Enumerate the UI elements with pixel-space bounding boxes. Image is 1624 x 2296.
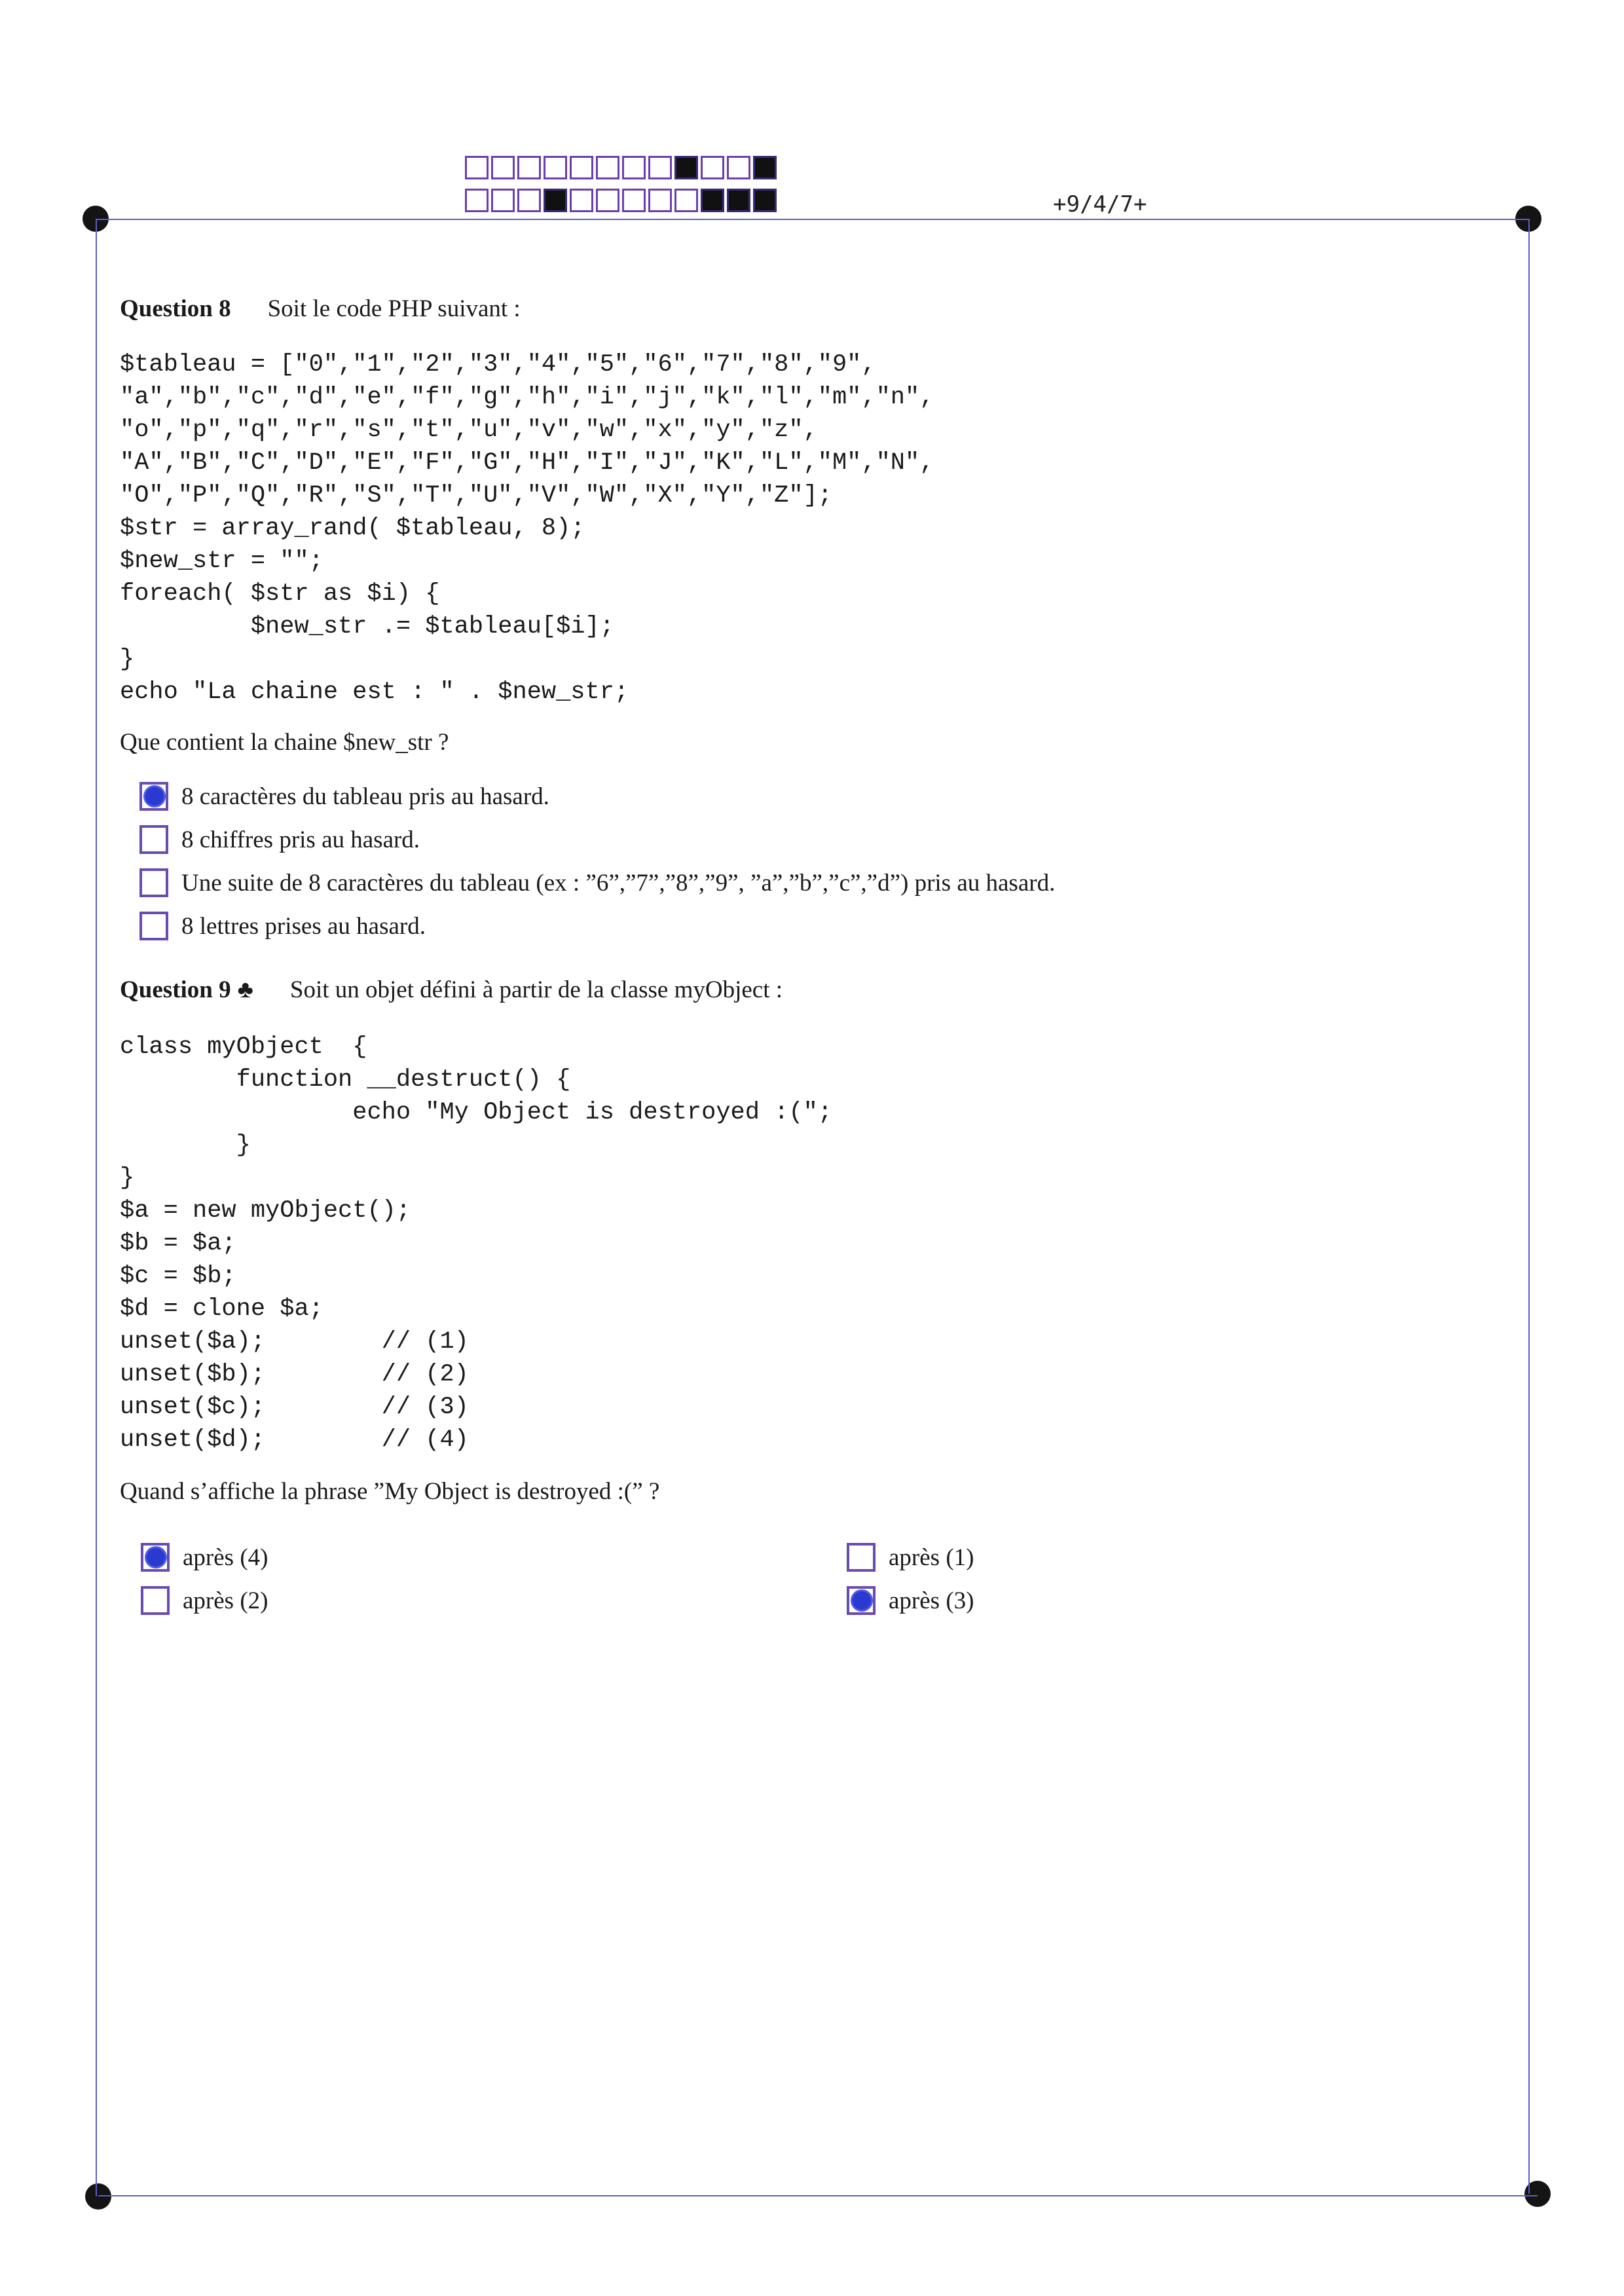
answer-choice[interactable]	[141, 1586, 268, 1615]
answer-choice[interactable]	[139, 782, 549, 811]
barcode-cell	[701, 189, 724, 212]
barcode-cell	[465, 189, 489, 212]
choice-label: après (3)	[889, 1587, 974, 1614]
answer-choice[interactable]	[847, 1543, 974, 1572]
barcode-cell	[570, 189, 593, 212]
barcode-cell	[622, 156, 646, 179]
answer-choice[interactable]	[847, 1586, 974, 1615]
checkbox[interactable]	[139, 912, 168, 940]
choice-label: après (4)	[183, 1544, 268, 1571]
corner-mark-bottom-left	[85, 2183, 111, 2210]
choice-label: 8 lettres prises au hasard.	[181, 912, 426, 940]
code-block-q9: class myObject { function __destruct() { echo "My Object is destroyed :("; } } $a = new myObject(); $b = $a; $c = $b; $d = clone $a; unset($a); // (1) unset($b); // (2) unset($c); // (3) unset($d); // (4)	[120, 1033, 832, 1454]
frame-left	[96, 219, 97, 2196]
checkbox[interactable]	[141, 1586, 170, 1615]
choice-label: après (1)	[889, 1544, 974, 1571]
barcode-cell	[570, 156, 593, 179]
checkbox[interactable]	[139, 782, 168, 811]
barcode-cell	[674, 189, 698, 212]
answer-choice[interactable]	[139, 912, 426, 940]
barcode-cell	[622, 189, 646, 212]
frame-bottom	[98, 2195, 1538, 2196]
barcode-cell	[596, 156, 619, 179]
barcode-cell	[727, 156, 750, 179]
barcode-cell	[701, 156, 724, 179]
barcode-row	[465, 189, 779, 212]
checkbox[interactable]	[141, 1543, 170, 1572]
question-label: Question 8	[120, 295, 231, 322]
barcode-cell	[596, 189, 619, 212]
code-block-q8: $tableau = ["0","1","2","3","4","5","6","7","8","9", "a","b","c","d","e","f","g","h","i","j","k","l","m","n", "o","p","q","r","s","t","u","v","w","x","y","z", "A","B","C","D","E","F","G","H","I","J","K","L","M","N", "O","P","Q","R","S","T","U","V","W","X","Y","Z"]; $str = array_rand( $tableau, 8); $new_str = ""; foreach( $str as $i) { $new_str .= $tableau[$i]; } echo "La chaine est : " . $new_str;	[120, 351, 934, 706]
answer-choice[interactable]	[139, 868, 1055, 897]
choice-label: 8 chiffres pris au hasard.	[181, 826, 420, 853]
checkbox[interactable]	[847, 1586, 876, 1615]
barcode-cell	[491, 156, 515, 179]
barcode-cell	[491, 189, 515, 212]
barcode-cell	[465, 156, 489, 179]
question-text: Soit un objet défini à partir de la classe myObject :	[289, 976, 783, 1003]
barcode-row	[465, 156, 779, 179]
question-text: Soit le code PHP suivant :	[267, 295, 521, 322]
page-id: +9/4/7+	[1053, 191, 1147, 217]
answer-choice[interactable]	[141, 1543, 268, 1572]
club-icon: ♣	[237, 976, 253, 1003]
barcode-cell	[648, 156, 672, 179]
barcode-cell	[753, 156, 777, 179]
barcode-cell	[648, 189, 672, 212]
choice-label: Une suite de 8 caractères du tableau (ex : ”6”,”7”,”8”,”9”, ”a”,”b”,”c”,”d”) pris au hasard.	[181, 869, 1056, 897]
barcode-cell	[727, 189, 750, 212]
question-label: Question 9	[120, 976, 231, 1003]
barcode-cell	[753, 189, 777, 212]
question-9-prompt: Quand s’affiche la phrase ”My Object is destroyed :(” ?	[120, 1478, 660, 1505]
answer-choice[interactable]	[139, 825, 420, 854]
frame-top	[96, 219, 1528, 220]
barcode-cell	[544, 189, 567, 212]
frame-right	[1528, 219, 1530, 2194]
barcode-cell	[674, 156, 698, 179]
checkbox[interactable]	[139, 825, 168, 854]
barcode-cell	[544, 156, 567, 179]
question-9-header	[120, 976, 783, 1004]
question-8-header	[120, 295, 521, 323]
barcode-cell	[517, 156, 541, 179]
choice-label: après (2)	[183, 1587, 268, 1614]
question-8-prompt: Que contient la chaine $new_str ?	[120, 729, 449, 756]
barcode-cell	[517, 189, 541, 212]
choice-label: 8 caractères du tableau pris au hasard.	[181, 783, 549, 810]
checkbox[interactable]	[139, 868, 168, 897]
checkbox[interactable]	[847, 1543, 876, 1572]
